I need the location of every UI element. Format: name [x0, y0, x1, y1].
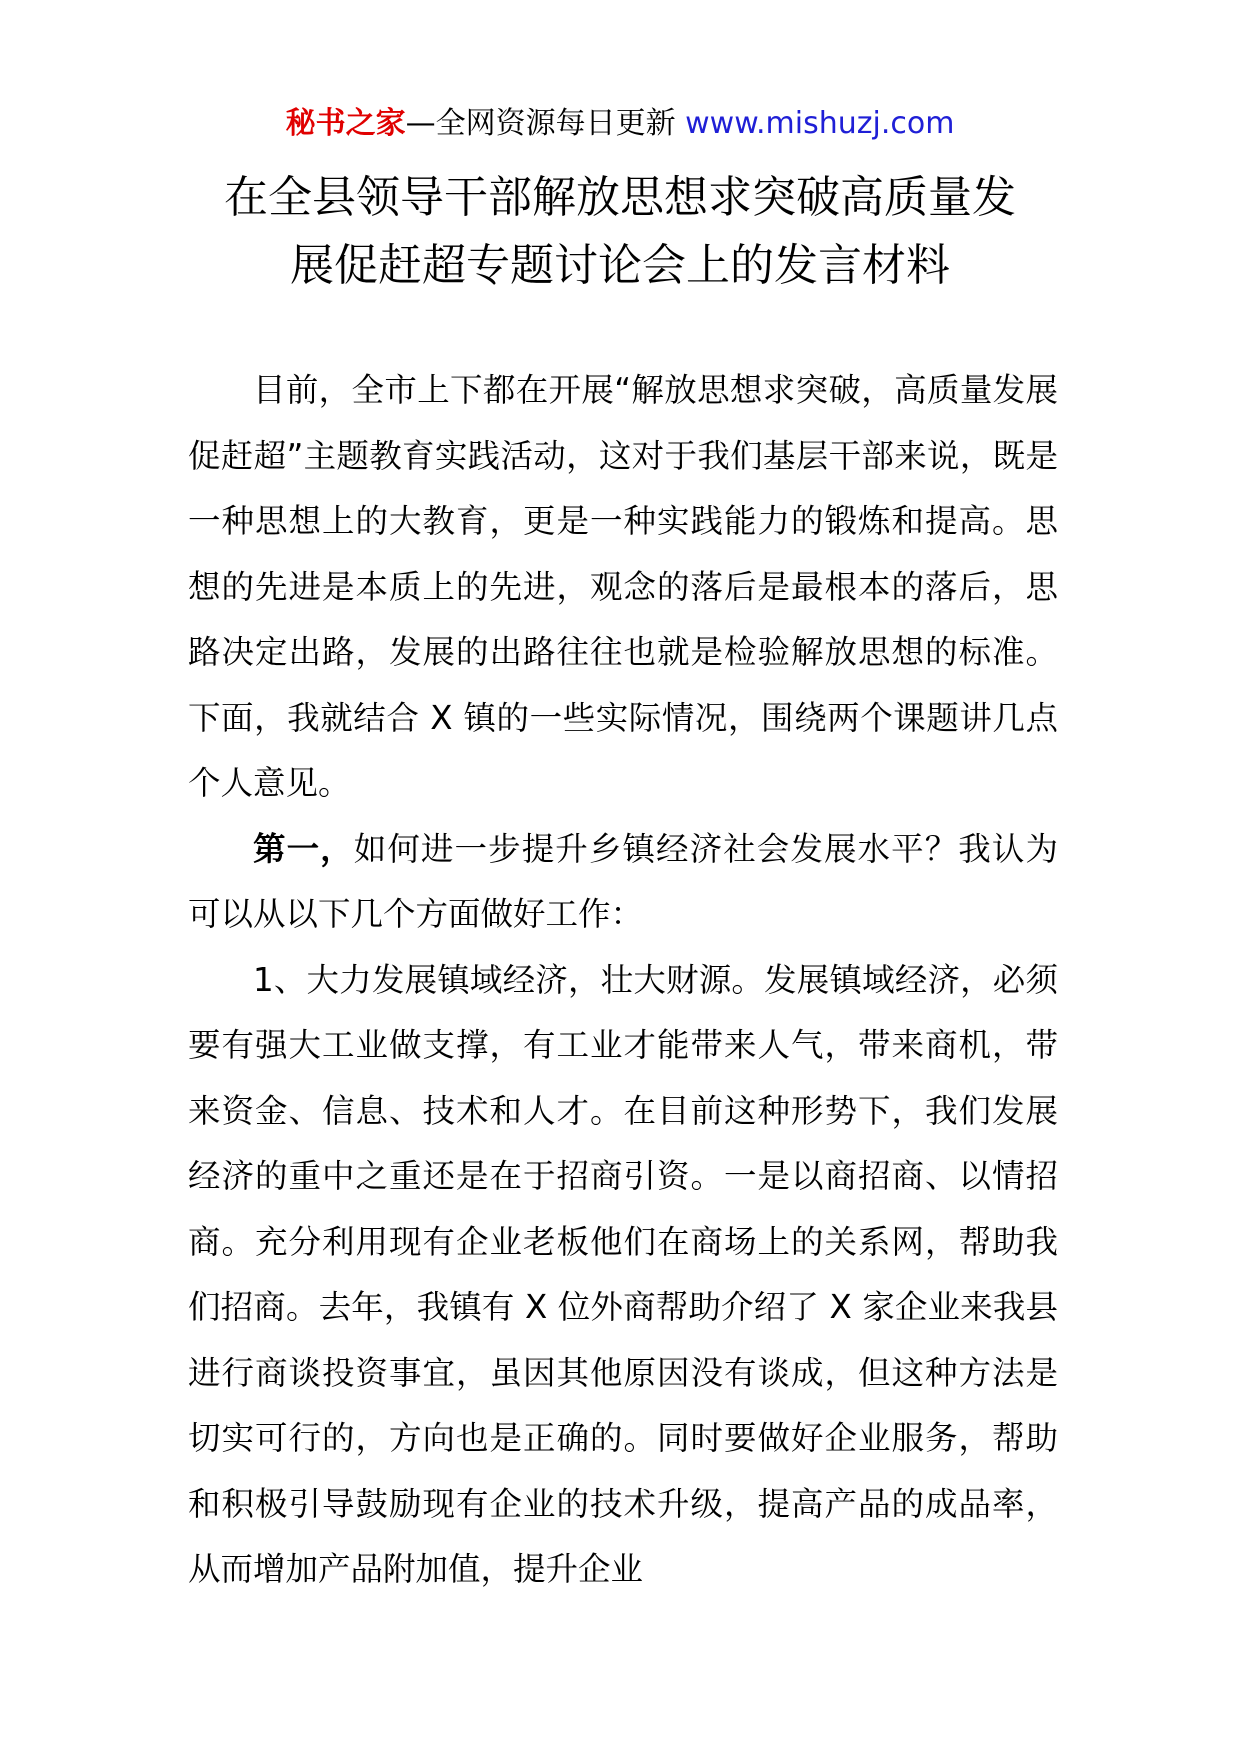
site-link[interactable]: www.mishuzj.com [685, 106, 955, 141]
paragraph-lead: 第一， [253, 829, 354, 868]
paragraph-text: 目前，全市上下都在开展“解放思想求突破，高质量发展促赶超”主题教育实践活动，这对于我们基层干部来说，既是一种思想上的大教育，更是一种实践能力的锻炼和提高。思想的先进是本质上的先进，观念的落后是最根本的落后，思路决定出路，发展的出路往往也就是检验解放思想的标准。下面，我就结合 X 镇的一些实际情况，围绕两个课题讲几点个人意见。 [188, 371, 1058, 802]
paragraph-text: 1、大力发展镇域经济，壮大财源。发展镇域经济，必须要有强大工业做支撑，有工业才能带来人气，带来商机，带来资金、信息、技术和人才。在目前这种形势下，我们发展经济的重中之重还是在于招商引资。一是以商招商、以情招商。充分利用现有企业老板他们在商场上的关系网，帮助我们招商。去年，我镇有 X 位外商帮助介绍了 X 家企业来我县进行商谈投资事宜，虽因其他原因没有谈成，但这种方法是切实可行的，方向也是正确的。同时要做好企业服务，帮助和积极引导鼓励现有企业的技术升级，提高产品的成品率，从而增加产品附加值，提升企业 [188, 960, 1058, 1588]
paragraph-first-point [188, 817, 1058, 948]
paragraph-intro [188, 358, 1058, 817]
paragraph-item-1 [188, 948, 1058, 1603]
brand-name: 秘书之家 [285, 106, 406, 141]
paragraph-text: 如何进一步提升乡镇经济社会发展水平？我认为可以从以下几个方面做好工作： [188, 829, 1058, 933]
document-body [188, 358, 1058, 1603]
document-title [160, 164, 1080, 300]
banner-tagline: —全网资源每日更新 [405, 106, 676, 141]
title-line-2: 展促赶超专题讨论会上的发言材料 [290, 240, 950, 291]
title-line-1: 在全县领导干部解放思想求突破高质量发 [224, 172, 1016, 223]
source-banner [0, 100, 1240, 148]
